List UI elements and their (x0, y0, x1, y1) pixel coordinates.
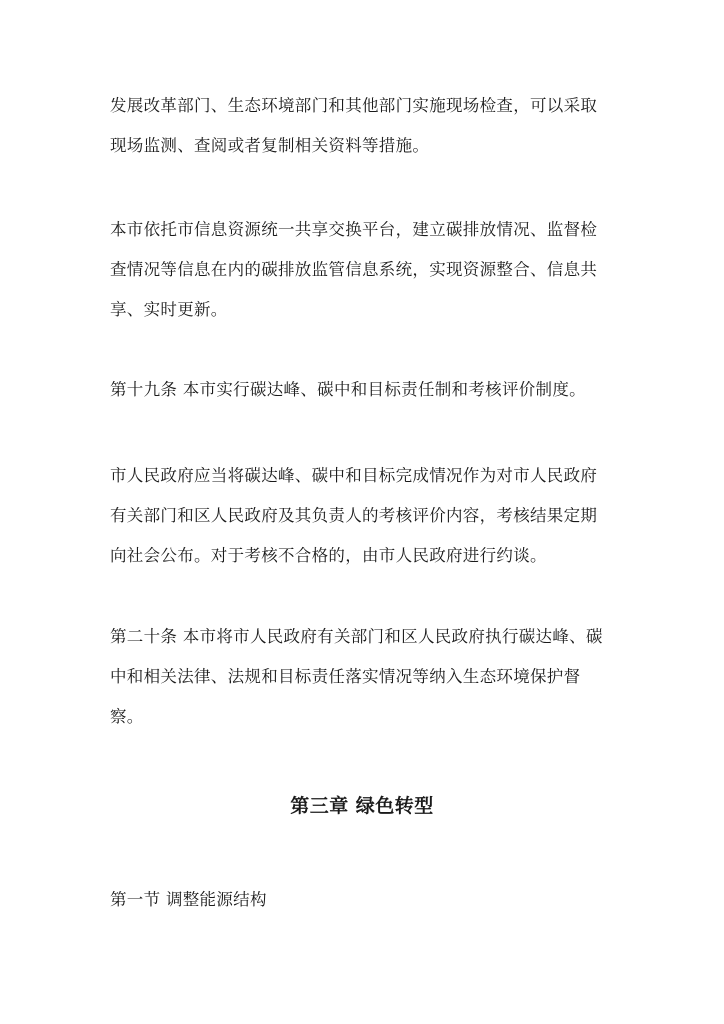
article-20 (110, 617, 610, 737)
paragraph-line: 市人民政府应当将碳达峰、碳中和目标完成情况作为对市人民政府 (110, 466, 598, 485)
paragraph-line: 中和相关法律、法规和目标责任落实情况等纳入生态环境保护督 (110, 667, 581, 686)
paragraph-line: 本市依托市信息资源统一共享交换平台，建立碳排放情况、监督检 (110, 220, 598, 239)
section-title-text: 第一节 调整能源结构 (110, 890, 267, 909)
article-19 (110, 370, 610, 410)
paragraph-line: 察。 (110, 707, 144, 726)
paragraph-line: 享、实时更新。 (110, 300, 228, 319)
paragraph-line: 查情况等信息在内的碳排放监管信息系统，实现资源整合、信息共 (110, 260, 598, 279)
paragraph-assessment (110, 456, 610, 576)
section-title (110, 880, 610, 920)
paragraph-line: 有关部门和区人民政府及其负责人的考核评价内容，考核结果定期 (110, 506, 598, 525)
chapter-title: 第三章 绿色转型 (290, 795, 434, 817)
paragraph-information-system (110, 210, 610, 330)
paragraph-line: 发展改革部门、生态环境部门和其他部门实施现场检查，可以采取 (110, 96, 598, 115)
paragraph-line: 向社会公布。对于考核不合格的，由市人民政府进行约谈。 (110, 546, 547, 565)
paragraph-inspection-measures (110, 86, 610, 166)
paragraph-line: 第十九条 本市实行碳达峰、碳中和目标责任制和考核评价制度。 (110, 380, 586, 399)
paragraph-line: 第二十条 本市将市人民政府有关部门和区人民政府执行碳达峰、碳 (110, 627, 603, 646)
paragraph-line: 现场监测、查阅或者复制相关资料等措施。 (110, 136, 430, 155)
